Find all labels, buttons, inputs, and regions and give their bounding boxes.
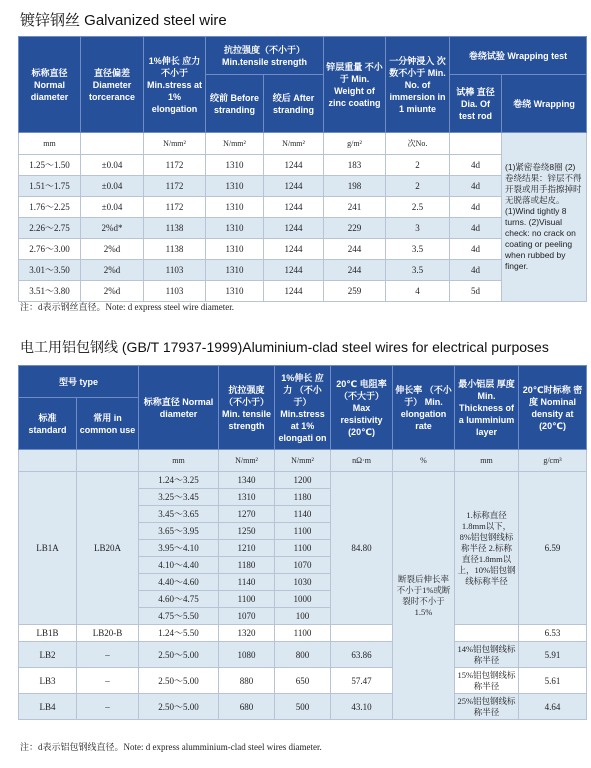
table-cell: 4d [450, 176, 502, 197]
table-cell: ±0.04 [81, 197, 144, 218]
header-test-rod: 试棒 直径 Dia. Of test rod [450, 75, 502, 133]
table-cell: 2.26～2.75 [19, 218, 81, 239]
table-cell: 6.53 [519, 625, 587, 642]
table-cell: 1310 [206, 281, 264, 302]
table-cell: 2%d [81, 281, 144, 302]
table-cell: 880 [219, 668, 275, 694]
unit-cell: N/mm² [264, 133, 324, 155]
table-cell: 1100 [275, 523, 331, 540]
table-cell: 3 [386, 218, 450, 239]
table-cell: 4d [450, 218, 502, 239]
header-tensile-strength: 抗拉强度（不小于） Min.tensile strength [206, 37, 324, 75]
table-cell: 1180 [275, 489, 331, 506]
table-cell: 57.47 [331, 668, 393, 694]
table-cell: 2 [386, 176, 450, 197]
header-normal-diameter: 标称直径 Normal diameter [19, 37, 81, 133]
header-density: 20℃时标称 密度 Nominal density at (20℃) [519, 366, 587, 450]
density-value: 6.59 [519, 472, 587, 625]
table-cell: 1244 [264, 218, 324, 239]
table-row [19, 260, 587, 281]
table-cell: 5.61 [519, 668, 587, 694]
type-standard: LB1A [19, 472, 77, 625]
table-cell: ±0.04 [81, 176, 144, 197]
table-cell: 1310 [206, 176, 264, 197]
unit-cell [77, 450, 139, 472]
header-standard: 标准 standard [19, 398, 77, 450]
table-row [19, 239, 587, 260]
table-cell: 3.25～3.45 [139, 489, 219, 506]
table-cell: 244 [324, 260, 386, 281]
table-cell: 3.5 [386, 260, 450, 281]
table-cell: 1200 [275, 472, 331, 489]
table-cell: 3.01～3.50 [19, 260, 81, 281]
table-cell: 1310 [206, 197, 264, 218]
unit-cell: mm [455, 450, 519, 472]
unit-cell: mm [19, 133, 81, 155]
table-cell: 1.76～2.25 [19, 197, 81, 218]
table-cell: 5.91 [519, 642, 587, 668]
unit-cell: g/cm³ [519, 450, 587, 472]
table-cell: 1.51～1.75 [19, 176, 81, 197]
header-wrapping-test: 卷绕试验 Wrapping test [450, 37, 587, 75]
table-cell: 4.60～4.75 [139, 591, 219, 608]
table-cell: 1320 [219, 625, 275, 642]
table-cell: 1244 [264, 197, 324, 218]
header-elongation-rate: 伸长率 （不小于） Min. elongation rate [393, 366, 455, 450]
table-cell: 1138 [144, 239, 206, 260]
table-cell: 4d [450, 239, 502, 260]
table-cell: 4 [386, 281, 450, 302]
header-wrapping: 卷绕 Wrapping [502, 75, 587, 133]
table-cell: 1080 [219, 642, 275, 668]
header-diameter-tolerance: 直径偏差 Diameter torcerance [81, 37, 144, 133]
table-cell: 1103 [144, 260, 206, 281]
table-cell: 3.65～3.95 [139, 523, 219, 540]
table-cell: 1210 [219, 540, 275, 557]
aluminium-footnote: 注：d表示铝包钢线直径。Note: d express alumminium-clad steel wires diameter. [20, 742, 322, 752]
unit-cell: 次No. [386, 133, 450, 155]
header-common-use: 常用 in common use [77, 398, 139, 450]
table-cell: 4.40～4.60 [139, 574, 219, 591]
table-cell: 100 [275, 608, 331, 625]
table-cell: ±0.04 [81, 155, 144, 176]
header-stress-1pct: 1%伸长 应力 不小于 Min.stress at 1% elongation [144, 37, 206, 133]
table-cell: 4d [450, 155, 502, 176]
table-cell: 1250 [219, 523, 275, 540]
empty-cell [455, 625, 519, 642]
galvanized-wire-title: 镀锌钢丝 Galvanized steel wire [20, 12, 227, 29]
unit-cell: N/mm² [219, 450, 275, 472]
table-row [19, 218, 587, 239]
table-cell: 2.5 [386, 197, 450, 218]
table-cell: 800 [275, 642, 331, 668]
unit-cell: nΩ·m [331, 450, 393, 472]
table-cell: 4d [450, 197, 502, 218]
table-cell: 1244 [264, 281, 324, 302]
table-cell: 1270 [219, 506, 275, 523]
table-cell: 1100 [275, 540, 331, 557]
table-cell: 1.24～3.25 [139, 472, 219, 489]
table-cell: 25%铝包钢线标称半径 [455, 694, 519, 720]
wrapping-note: (1)紧密卷绕8圈 (2)卷绕结果：锌层不得开裂或用手指擦掉时无脱落或起皮。 (1)Wind tightly 8 turns. (2)Visual check: no crack on coating or peeling when rubbed by finger. [502, 133, 587, 302]
table-cell: 3.5 [386, 239, 450, 260]
empty-cell [331, 625, 393, 642]
galvanized-table-body [19, 133, 587, 302]
table-cell: LB2 [19, 642, 77, 668]
table-cell: 1140 [275, 506, 331, 523]
table-cell: 259 [324, 281, 386, 302]
table-cell: 1103 [144, 281, 206, 302]
unit-cell [450, 133, 502, 155]
table-cell: 1172 [144, 176, 206, 197]
table-cell: 229 [324, 218, 386, 239]
table-cell: 2.50～5.00 [139, 694, 219, 720]
table-row [19, 694, 587, 720]
table-cell: 1244 [264, 239, 324, 260]
header-immersion: 一分钟浸入 次数不小于 Min. No. of immersion in 1 miunte [386, 37, 450, 133]
table-cell: 1.25～1.50 [19, 155, 81, 176]
table-cell: 1070 [219, 608, 275, 625]
table-cell: LB20-B [77, 625, 139, 642]
table-cell: 1244 [264, 176, 324, 197]
type-common: LB20A [77, 472, 139, 625]
resistivity-value: 84.80 [331, 472, 393, 625]
table-cell: 1244 [264, 155, 324, 176]
table-cell: 183 [324, 155, 386, 176]
header-before-stranding: 绞前 Before stranding [206, 75, 264, 133]
table-cell: 1310 [206, 239, 264, 260]
unit-row [19, 450, 587, 472]
table-cell: 2.76～3.00 [19, 239, 81, 260]
table-cell: 2 [386, 155, 450, 176]
table-cell: 1030 [275, 574, 331, 591]
table-cell: 1100 [275, 625, 331, 642]
table-cell: 1340 [219, 472, 275, 489]
elongation-note: 断裂后伸长率不小于1%或断裂时不小于1.5% [393, 472, 455, 720]
table-cell: 3.95～4.10 [139, 540, 219, 557]
table-cell: 1100 [219, 591, 275, 608]
table-row [19, 197, 587, 218]
galvanized-wire-table [18, 36, 587, 302]
unit-cell: N/mm² [144, 133, 206, 155]
table-cell: 63.86 [331, 642, 393, 668]
table-cell: 680 [219, 694, 275, 720]
table-cell: 3.45～3.65 [139, 506, 219, 523]
header-zinc-weight: 锌层重量 不小于 Min. Weight of zinc coating [324, 37, 386, 133]
table-cell: 1138 [144, 218, 206, 239]
table-cell: 1244 [264, 260, 324, 281]
unit-cell: N/mm² [275, 450, 331, 472]
table-cell: 4d [450, 260, 502, 281]
table-cell: 1140 [219, 574, 275, 591]
header-stress-1pct: 1%伸长 应力 （不小于） Min.stress at 1% elongati on [275, 366, 331, 450]
table-cell: 1.24～5.50 [139, 625, 219, 642]
header-tensile-strength: 抗拉强度 （不小于） Min. tensile strength [219, 366, 275, 450]
table-cell: LB3 [19, 668, 77, 694]
header-normal-diameter: 标称直径 Normal diameter [139, 366, 219, 450]
table-cell: 650 [275, 668, 331, 694]
aluminium-clad-table [18, 365, 587, 720]
table-cell: 2%d [81, 260, 144, 281]
table-cell: 1172 [144, 197, 206, 218]
table-cell: 2.50～5.00 [139, 668, 219, 694]
table-cell: 4.64 [519, 694, 587, 720]
table-cell: 244 [324, 239, 386, 260]
table-cell: 1070 [275, 557, 331, 574]
table-cell: 2%d [81, 239, 144, 260]
unit-row [19, 133, 587, 155]
table-cell: 2%d* [81, 218, 144, 239]
table-cell: 1000 [275, 591, 331, 608]
aluminium-clad-title: 电工用铝包钢线 (GB/T 17937-1999)Aluminium-clad steel wires for electrical purposes [20, 339, 549, 355]
table-row [19, 472, 587, 489]
table-cell: 1172 [144, 155, 206, 176]
table-cell: 1310 [206, 218, 264, 239]
table-cell: 1310 [219, 489, 275, 506]
header-type: 型号 type [19, 366, 139, 398]
table-cell: 198 [324, 176, 386, 197]
galvanized-footnote: 注：d表示钢丝直径。Note: d express steel wire diameter. [20, 302, 234, 312]
unit-cell: N/mm² [206, 133, 264, 155]
table-row [19, 176, 587, 197]
table-cell: 43.10 [331, 694, 393, 720]
table-cell: 14%铝包钢线标称半径 [455, 642, 519, 668]
table-cell: 500 [275, 694, 331, 720]
table-cell: LB4 [19, 694, 77, 720]
table-cell: 1310 [206, 155, 264, 176]
header-al-thickness: 最小铝层 厚度 Min. Thickness of a lumminium layer [455, 366, 519, 450]
table-cell: – [77, 694, 139, 720]
unit-cell [81, 133, 144, 155]
table-cell: 4.10～4.40 [139, 557, 219, 574]
table-cell: 1180 [219, 557, 275, 574]
table-cell: LB1B [19, 625, 77, 642]
unit-cell [19, 450, 77, 472]
header-resistivity: 20℃ 电阻率 （不大于） Max resistivity (20℃) [331, 366, 393, 450]
header-after-stranding: 绞后 After stranding [264, 75, 324, 133]
table-cell: 4.75～5.50 [139, 608, 219, 625]
table-cell: 241 [324, 197, 386, 218]
table-row [19, 155, 587, 176]
table-row [19, 281, 587, 302]
table-cell: – [77, 642, 139, 668]
unit-cell: mm [139, 450, 219, 472]
table-row [19, 625, 587, 642]
table-cell: – [77, 668, 139, 694]
unit-cell: g/m² [324, 133, 386, 155]
unit-cell: % [393, 450, 455, 472]
table-row [19, 642, 587, 668]
table-cell: 5d [450, 281, 502, 302]
table-row [19, 668, 587, 694]
table-cell: 15%铝包钢线标称半径 [455, 668, 519, 694]
thickness-note: 1.标称直径1.8mm以下，8%铝包钢线标称半径 2.标称直径1.8mm以上，10%铝包钢线标称半径 [455, 472, 519, 625]
aluminium-table-body [19, 450, 587, 720]
table-cell: 2.50～5.00 [139, 642, 219, 668]
table-cell: 3.51～3.80 [19, 281, 81, 302]
table-cell: 1310 [206, 260, 264, 281]
